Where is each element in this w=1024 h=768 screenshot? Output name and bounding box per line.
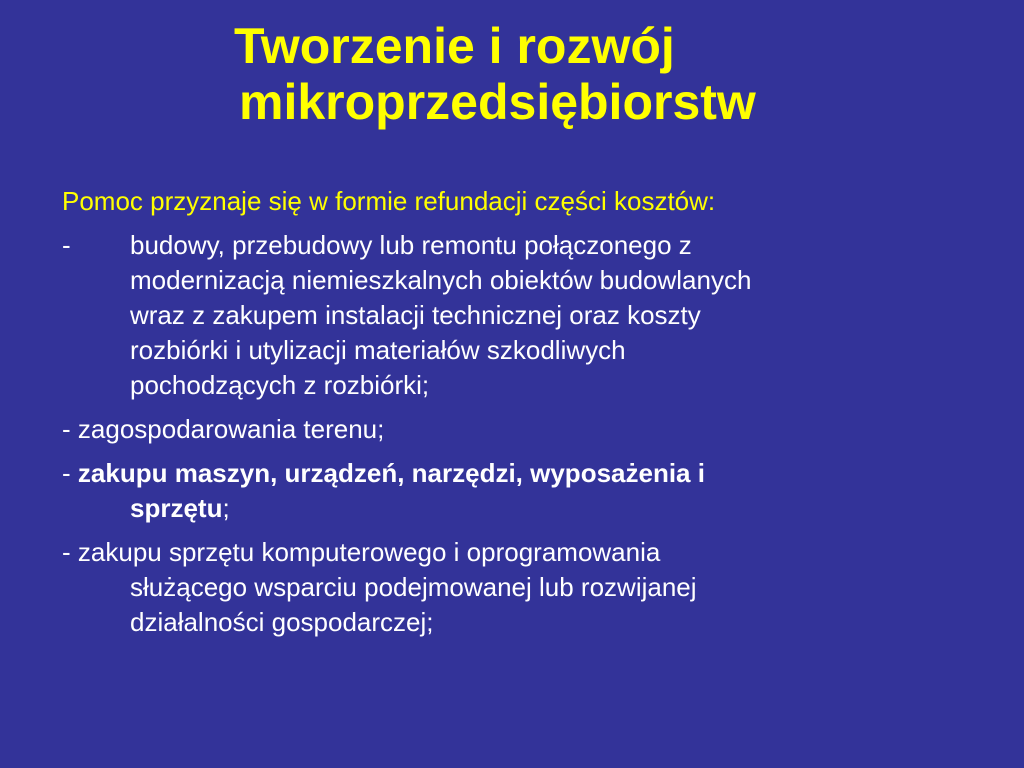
list-item-line: pochodzących z rozbiórki;: [130, 370, 430, 400]
list-item-text: budowy, przebudowy lub remontu połączonego z: [130, 230, 692, 260]
list-item-computer-equipment: [62, 535, 992, 640]
list-item-line: rozbiórki i utylizacji materiałów szkodliwych: [130, 335, 626, 365]
dash-marker: -: [62, 230, 71, 260]
list-item-text: zakupu sprzętu komputerowego i oprogramowania: [77, 537, 661, 567]
cost-list: [62, 228, 992, 649]
list-item-line: modernizacją niemieszkalnych obiektów budowlanych: [130, 265, 752, 295]
list-item-line: [62, 456, 992, 491]
list-item-bold-text: zakupu maszyn, urządzeń, narzędzi, wyposażenia i: [77, 458, 705, 488]
title-line-1: Tworzenie i rozwój: [234, 18, 675, 74]
list-item-machinery-purchase: [62, 456, 992, 526]
list-item-line: wraz z zakupem instalacji technicznej oraz koszty: [130, 300, 701, 330]
title-line-2: mikroprzedsiębiorstw: [239, 74, 756, 130]
list-item-line: służącego wsparciu podejmowanej lub rozwijanej: [130, 572, 697, 602]
list-item-line: działalności gospodarczej;: [130, 607, 434, 637]
dash-marker: -: [62, 414, 71, 444]
list-item-tail: ;: [222, 493, 230, 523]
list-item-bold-text: sprzętu: [130, 493, 223, 523]
dash-marker: -: [62, 537, 71, 567]
list-item-building-costs: [62, 228, 992, 403]
list-item-line: [62, 535, 992, 570]
list-item-text: zagospodarowania terenu;: [77, 414, 385, 444]
list-item-land-development: [62, 412, 992, 447]
list-item-line: [62, 491, 992, 526]
list-item-line: [62, 228, 992, 263]
intro-text: Pomoc przyznaje się w formie refundacji części kosztów:: [62, 186, 716, 216]
slide-title: [234, 18, 994, 130]
dash-marker: -: [62, 458, 71, 488]
list-item-line: [62, 412, 992, 447]
